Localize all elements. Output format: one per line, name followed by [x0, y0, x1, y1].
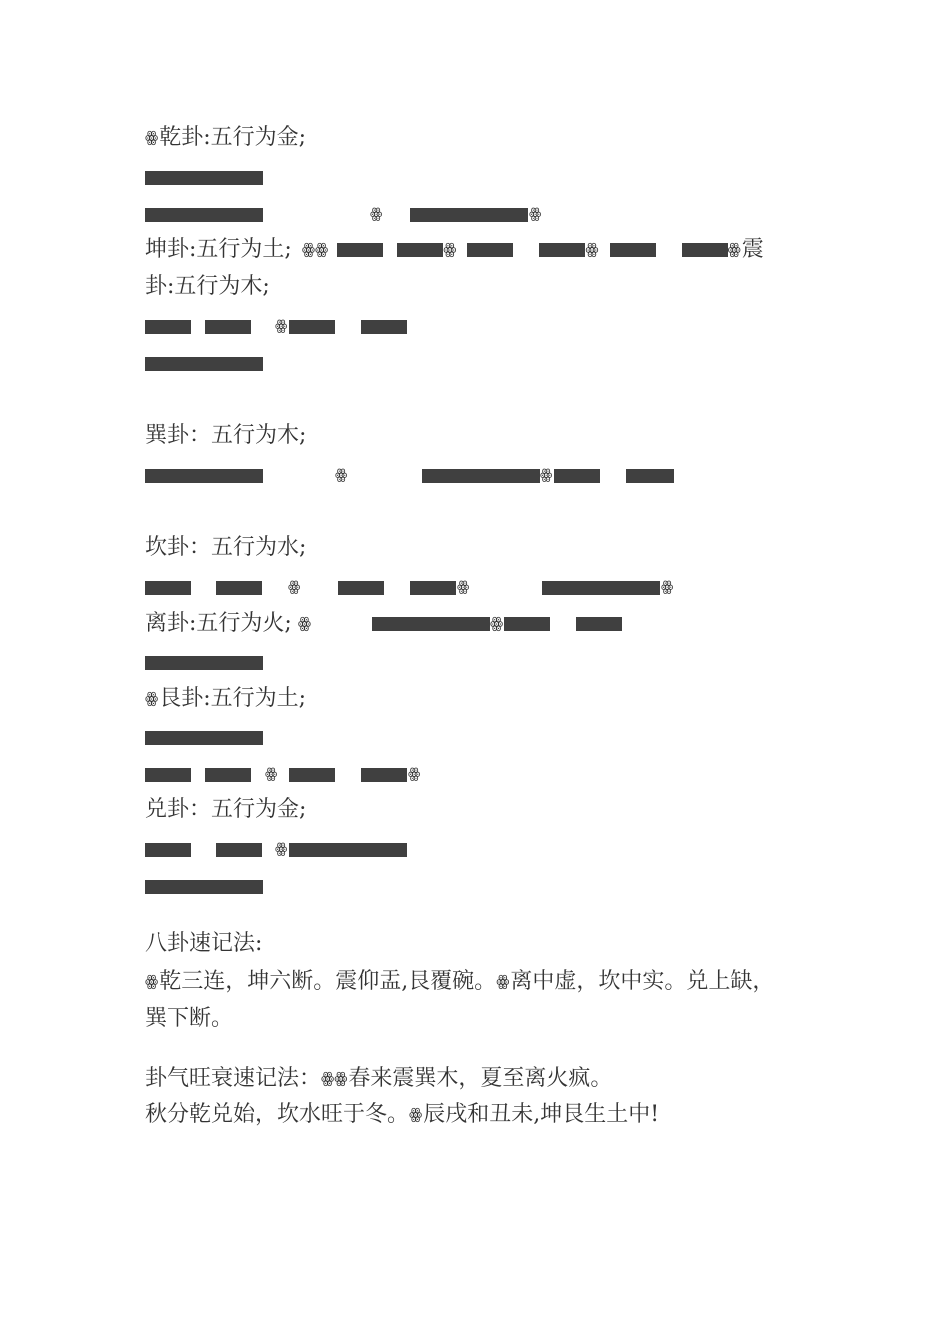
gen-heading: ꙮ艮卦:五行为土; — [145, 686, 307, 711]
trigram-line — [145, 208, 545, 222]
qian-heading: ꙮ乾卦:五行为金; — [145, 125, 307, 150]
glyph-icon: ꙮ — [529, 206, 542, 222]
glyph-icon: ꙮ — [727, 240, 741, 258]
glyph-icon: ꙮ — [145, 972, 159, 990]
glyph-icon: ꙮ — [409, 1105, 423, 1123]
kun-heading: 坤卦:五行为土; ꙮꙮ ꙮ ꙮ ꙮ震 — [145, 237, 764, 262]
glyph-icon: ꙮꙮ — [301, 240, 329, 258]
trigram-line — [145, 768, 445, 782]
glyph-icon: ꙮ — [288, 579, 301, 595]
trigram-line — [145, 581, 685, 595]
glyph-icon: ꙮ — [443, 240, 457, 258]
trigram-line — [145, 843, 425, 857]
trigram-line — [145, 469, 685, 483]
trigram-line — [145, 880, 265, 894]
trigram-line — [145, 731, 265, 745]
qi-line: 卦气旺衰速记法：ꙮꙮ春来震巽木，夏至离火疯。 — [145, 1066, 613, 1091]
glyph-icon: ꙮ — [370, 206, 383, 222]
glyph-icon: ꙮ — [335, 467, 348, 483]
trigram-line — [145, 320, 425, 334]
trigram-line — [145, 357, 265, 371]
glyph-icon: ꙮ — [661, 579, 674, 595]
glyph-icon: ꙮ — [275, 841, 288, 857]
li-heading: 离卦:五行为火; ꙮ ꙮ — [145, 608, 622, 638]
glyph-icon: ꙮ — [540, 467, 553, 483]
mnemonic-title: 八卦速记法: — [145, 931, 263, 956]
qi-line: 秋分乾兑始，坎水旺于冬。ꙮ辰戌和丑未,坤艮生土中! — [145, 1102, 660, 1127]
glyph-icon: ꙮ — [145, 128, 159, 146]
glyph-icon: ꙮ — [585, 240, 599, 258]
xun-heading: 巽卦：五行为木; — [145, 423, 307, 448]
glyph-icon: ꙮ — [490, 614, 504, 632]
zhen-heading: 卦:五行为木; — [145, 274, 270, 299]
glyph-icon: ꙮ — [408, 766, 421, 782]
glyph-icon: ꙮꙮ — [321, 1069, 348, 1087]
glyph-icon: ꙮ — [457, 579, 470, 595]
glyph-icon: ꙮ — [275, 318, 288, 334]
trigram-line — [145, 656, 265, 670]
mnemonic-line: 巽下断。 — [145, 1006, 234, 1031]
dui-heading: 兑卦：五行为金; — [145, 797, 307, 822]
glyph-icon: ꙮ — [265, 766, 278, 782]
mnemonic-line: ꙮ乾三连，坤六断。震仰盂,艮覆碗。ꙮ离中虚，坎中实。兑上缺， — [145, 969, 775, 994]
glyph-icon: ꙮ — [297, 614, 312, 632]
glyph-icon: ꙮ — [496, 972, 510, 990]
glyph-icon: ꙮ — [145, 689, 159, 707]
kan-heading: 坎卦：五行为水; — [145, 535, 307, 560]
trigram-line — [145, 171, 265, 185]
